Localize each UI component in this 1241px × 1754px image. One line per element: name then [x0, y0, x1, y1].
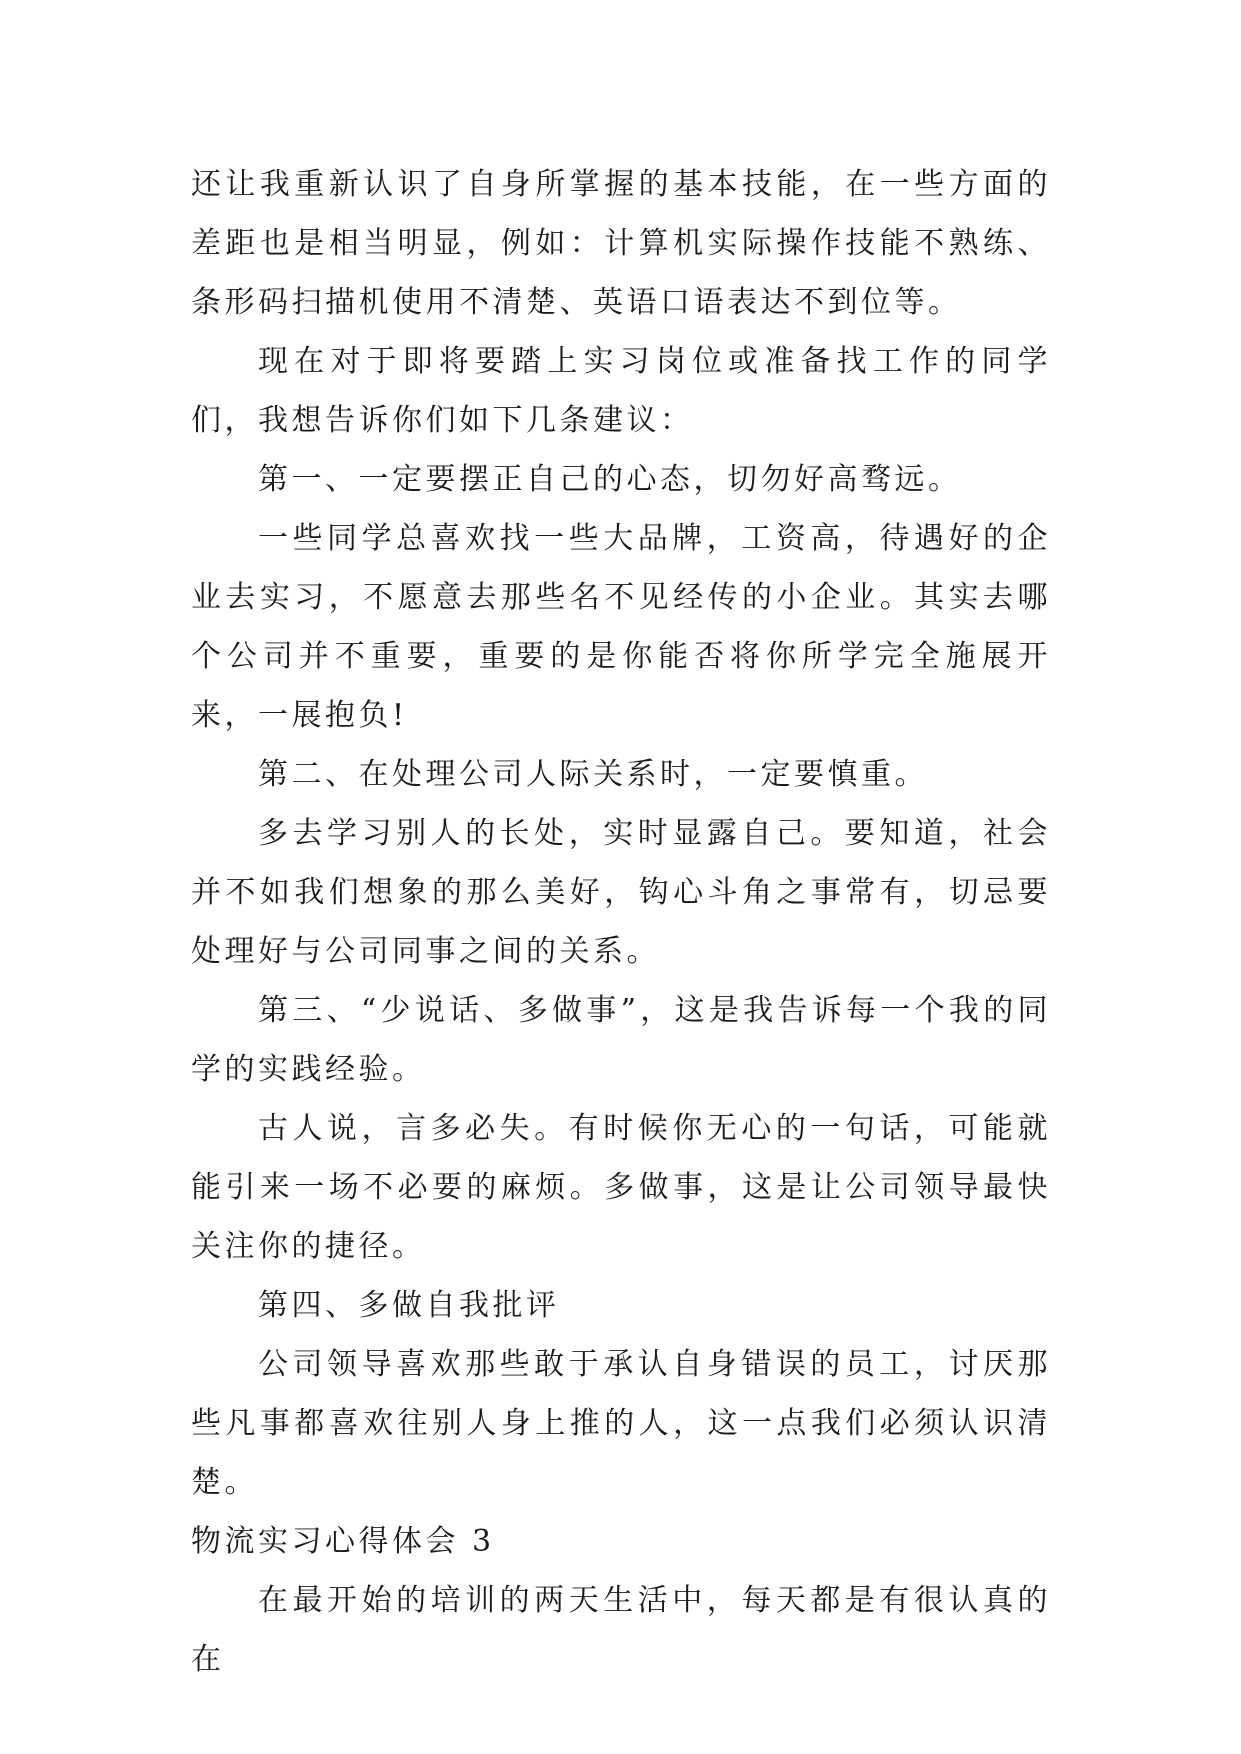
paragraph-10: 公司领导喜欢那些敢于承认自身错误的员工，讨厌那些凡事都喜欢往别人身上推的人，这一点我们必须认识清楚。 [191, 1347, 1051, 1500]
paragraph-2: 现在对于即将要踏上实习岗位或准备找工作的同学们，我想告诉你们如下几条建议： [191, 344, 1051, 438]
document-body [191, 155, 1051, 1689]
paragraph-1: 还让我重新认识了自身所掌握的基本技能，在一些方面的差距也是相当明显，例如：计算机实际操作技能不熟练、条形码扫描机使用不清楚、英语口语表达不到位等。 [191, 167, 1051, 320]
paragraph-4: 一些同学总喜欢找一些大品牌，工资高，待遇好的企业去实习，不愿意去那些名不见经传的小企业。其实去哪个公司并不重要，重要的是你能否将你所学完全施展开来，一展抱负! [191, 521, 1051, 733]
paragraph-3: 第一、一定要摆正自己的心态，切勿好高骛远。 [258, 462, 962, 497]
paragraph-8: 古人说，言多必失。有时候你无心的一句话，可能就能引来一场不必要的麻烦。多做事，这是让公司领导最快关注你的捷径。 [191, 1111, 1051, 1264]
paragraph-7: 第三、“少说话、多做事”，这是我告诉每一个我的同学的实践经验。 [191, 993, 1051, 1087]
paragraph-9: 第四、多做自我批评 [258, 1288, 560, 1323]
paragraph-5: 第二、在处理公司人际关系时，一定要慎重。 [258, 757, 928, 792]
paragraph-11: 在最开始的培训的两天生活中，每天都是有很认真的在 [191, 1583, 1051, 1677]
paragraph-6: 多去学习别人的长处，实时显露自己。要知道，社会并不如我们想象的那么美好，钩心斗角之事常有，切忌要处理好与公司同事之间的关系。 [191, 816, 1051, 969]
section-heading: 物流实习心得体会 3 [191, 1524, 495, 1559]
